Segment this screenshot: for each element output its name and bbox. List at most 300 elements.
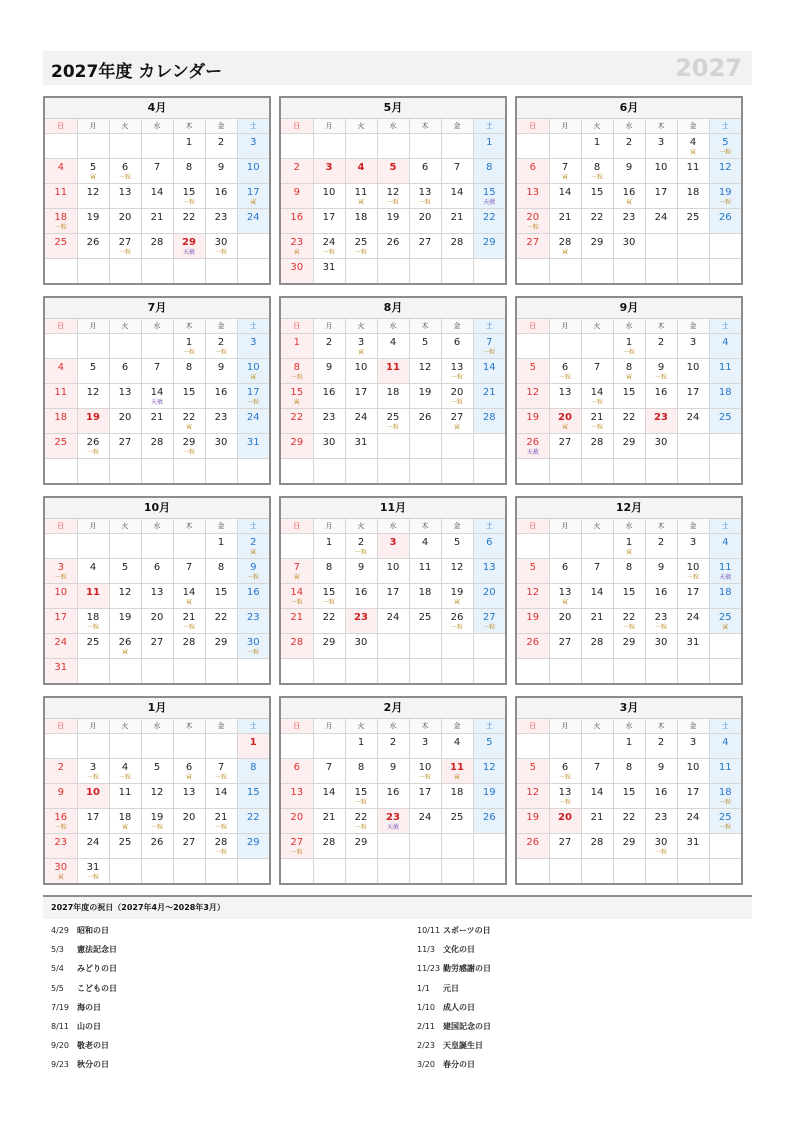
day-number: 10 <box>686 562 700 573</box>
month-block <box>515 296 743 485</box>
day-cell <box>173 359 205 384</box>
lucky-day-tag: 寅 <box>625 374 632 381</box>
day-number: 6 <box>421 162 429 173</box>
day-cell <box>473 384 505 409</box>
empty-cell <box>409 134 441 159</box>
day-number: 30 <box>654 837 668 848</box>
day-number: 7 <box>593 762 601 773</box>
day-cell <box>345 159 377 184</box>
day-cell <box>613 184 645 209</box>
empty-cell <box>549 259 581 284</box>
day-cell <box>441 234 473 259</box>
weekday-header: 土 <box>237 319 269 334</box>
day-number: 12 <box>526 587 540 598</box>
lucky-day-tag: 寅 <box>357 199 364 206</box>
lucky-day-tag: 一粒 <box>214 774 227 781</box>
day-number: 8 <box>293 362 300 373</box>
day-cell <box>613 409 645 434</box>
empty-cell <box>77 734 109 759</box>
day-number: 26 <box>482 812 496 823</box>
day-number: 19 <box>386 212 400 223</box>
day-cell <box>313 209 345 234</box>
empty-cell <box>677 434 709 459</box>
day-cell <box>473 559 505 584</box>
day-cell <box>517 409 549 434</box>
day-cell <box>441 209 473 234</box>
day-number: 26 <box>118 637 132 648</box>
day-cell <box>645 534 677 559</box>
day-cell <box>345 209 377 234</box>
day-cell <box>205 584 237 609</box>
day-cell <box>141 809 173 834</box>
day-cell <box>409 184 441 209</box>
empty-cell <box>409 634 441 659</box>
day-cell <box>709 134 741 159</box>
day-cell <box>109 559 141 584</box>
day-cell <box>613 159 645 184</box>
weekday-header: 金 <box>677 519 709 534</box>
empty-cell <box>409 459 441 484</box>
day-cell <box>517 434 549 459</box>
empty-cell <box>709 659 741 684</box>
day-number: 22 <box>290 412 304 423</box>
day-cell <box>377 184 409 209</box>
day-cell <box>645 209 677 234</box>
empty-cell <box>205 859 237 884</box>
day-cell <box>645 434 677 459</box>
day-number: 16 <box>246 587 260 598</box>
day-cell <box>345 184 377 209</box>
day-cell <box>581 434 613 459</box>
day-cell <box>45 609 77 634</box>
lucky-day-tag: 天赦 <box>150 399 163 406</box>
month-grid <box>281 119 505 283</box>
day-number: 14 <box>482 362 496 373</box>
day-number: 13 <box>182 787 196 798</box>
day-number: 6 <box>453 337 461 348</box>
empty-cell <box>409 859 441 884</box>
day-cell <box>313 384 345 409</box>
lucky-day-tag: 一粒 <box>719 799 732 806</box>
day-cell <box>173 409 205 434</box>
weekday-header: 日 <box>281 719 313 734</box>
empty-cell <box>517 534 549 559</box>
day-number: 13 <box>450 362 464 373</box>
day-cell <box>677 609 709 634</box>
day-cell <box>237 584 269 609</box>
day-cell <box>613 534 645 559</box>
page-title: 2027年度 カレンダー <box>51 62 223 82</box>
lucky-day-tag: 一粒 <box>418 199 431 206</box>
day-number: 8 <box>185 362 193 373</box>
day-number: 14 <box>150 387 164 398</box>
day-number: 22 <box>622 412 636 423</box>
day-cell <box>645 809 677 834</box>
day-cell <box>109 359 141 384</box>
day-number: 5 <box>529 362 536 373</box>
day-number: 15 <box>590 187 604 198</box>
weekday-header: 土 <box>473 719 505 734</box>
day-cell <box>473 609 505 634</box>
weekday-header: 月 <box>313 719 345 734</box>
empty-cell <box>141 859 173 884</box>
day-number: 6 <box>153 562 161 573</box>
day-cell <box>473 809 505 834</box>
day-cell <box>645 759 677 784</box>
day-number: 2 <box>325 337 333 348</box>
day-cell <box>237 784 269 809</box>
weekday-header: 日 <box>281 119 313 134</box>
day-number: 10 <box>322 187 336 198</box>
day-number: 10 <box>354 362 368 373</box>
empty-cell <box>45 334 77 359</box>
day-number: 8 <box>250 762 257 773</box>
day-cell <box>677 559 709 584</box>
holiday-date: 5/3 <box>51 945 64 955</box>
day-cell <box>109 584 141 609</box>
day-number: 21 <box>322 812 336 823</box>
day-number: 11 <box>86 587 100 598</box>
day-number: 31 <box>246 437 260 448</box>
month-title: 8月 <box>281 298 505 319</box>
empty-cell <box>409 434 441 459</box>
lucky-day-tag: 一粒 <box>719 824 732 831</box>
day-number: 19 <box>450 587 464 598</box>
holiday-date: 1/1 <box>417 983 430 993</box>
day-number: 4 <box>421 537 429 548</box>
empty-cell <box>549 859 581 884</box>
day-cell <box>77 584 109 609</box>
day-cell <box>141 209 173 234</box>
lucky-day-tag: 寅 <box>250 374 257 381</box>
holiday-list <box>43 895 752 1070</box>
day-cell <box>281 759 313 784</box>
day-cell <box>77 409 109 434</box>
day-cell <box>205 559 237 584</box>
lucky-day-tag: 寅 <box>453 424 460 431</box>
day-cell <box>441 334 473 359</box>
day-cell <box>345 359 377 384</box>
day-cell <box>313 534 345 559</box>
day-number: 31 <box>686 837 700 848</box>
day-cell <box>581 634 613 659</box>
day-number: 19 <box>86 212 100 223</box>
day-number: 29 <box>622 637 636 648</box>
day-cell <box>581 409 613 434</box>
day-number: 29 <box>246 837 260 848</box>
day-number: 21 <box>590 612 604 623</box>
day-number: 3 <box>250 137 257 148</box>
day-cell <box>45 784 77 809</box>
day-cell <box>645 734 677 759</box>
day-number: 3 <box>250 337 257 348</box>
day-cell <box>109 209 141 234</box>
day-cell <box>45 234 77 259</box>
weekday-header: 金 <box>441 519 473 534</box>
empty-cell <box>345 859 377 884</box>
lucky-day-tag: 一粒 <box>214 249 227 256</box>
day-cell <box>549 834 581 859</box>
day-cell <box>281 384 313 409</box>
day-cell <box>313 184 345 209</box>
day-number: 5 <box>486 737 493 748</box>
day-number: 15 <box>622 387 636 398</box>
day-number: 28 <box>558 237 572 248</box>
holiday-item <box>51 983 381 1002</box>
day-number: 23 <box>214 212 228 223</box>
day-cell <box>549 434 581 459</box>
day-number: 14 <box>558 187 572 198</box>
day-cell <box>313 609 345 634</box>
lucky-day-tag: 寅 <box>625 199 632 206</box>
day-number: 8 <box>625 762 633 773</box>
day-cell <box>549 634 581 659</box>
day-cell <box>377 234 409 259</box>
day-number: 21 <box>590 412 604 423</box>
day-cell <box>473 134 505 159</box>
weekday-header: 月 <box>77 119 109 134</box>
day-cell <box>709 384 741 409</box>
weekday-header: 金 <box>677 719 709 734</box>
day-cell <box>237 559 269 584</box>
day-number: 18 <box>718 787 732 798</box>
day-number: 11 <box>450 762 464 773</box>
day-cell <box>345 634 377 659</box>
day-number: 19 <box>718 187 732 198</box>
day-cell <box>205 609 237 634</box>
weekday-header: 木 <box>645 319 677 334</box>
weekday-header: 金 <box>441 119 473 134</box>
weekday-header: 木 <box>409 119 441 134</box>
day-number: 7 <box>561 162 569 173</box>
weekday-header: 土 <box>473 319 505 334</box>
lucky-day-tag: 天赦 <box>719 574 732 581</box>
empty-cell <box>677 859 709 884</box>
day-cell <box>677 159 709 184</box>
empty-cell <box>409 659 441 684</box>
empty-cell <box>645 259 677 284</box>
weekday-header: 日 <box>517 519 549 534</box>
day-cell <box>237 409 269 434</box>
day-number: 17 <box>686 587 700 598</box>
weekday-header: 月 <box>313 519 345 534</box>
empty-cell <box>45 134 77 159</box>
day-number: 6 <box>561 562 569 573</box>
lucky-day-tag: 一粒 <box>54 824 67 831</box>
day-number: 14 <box>150 187 164 198</box>
lucky-day-tag: 一粒 <box>483 349 496 356</box>
day-number: 4 <box>357 162 365 173</box>
day-number: 12 <box>450 562 464 573</box>
empty-cell <box>77 259 109 284</box>
day-cell <box>709 359 741 384</box>
day-cell <box>45 584 77 609</box>
day-cell <box>581 759 613 784</box>
day-cell <box>677 834 709 859</box>
holiday-name: みどりの日 <box>77 964 117 974</box>
day-cell <box>173 634 205 659</box>
day-number: 29 <box>622 437 636 448</box>
day-cell <box>645 584 677 609</box>
day-number: 14 <box>590 787 604 798</box>
day-cell <box>173 134 205 159</box>
day-cell <box>205 159 237 184</box>
empty-cell <box>517 334 549 359</box>
day-number: 24 <box>246 212 260 223</box>
day-number: 24 <box>54 637 68 648</box>
weekday-header: 土 <box>709 519 741 534</box>
empty-cell <box>141 259 173 284</box>
empty-cell <box>709 634 741 659</box>
empty-cell <box>441 859 473 884</box>
day-number: 24 <box>322 237 336 248</box>
day-cell <box>473 734 505 759</box>
month-block <box>43 496 271 685</box>
lucky-day-tag: 一粒 <box>526 224 539 231</box>
day-number: 14 <box>590 587 604 598</box>
day-cell <box>237 384 269 409</box>
day-cell <box>613 359 645 384</box>
day-cell <box>517 609 549 634</box>
day-cell <box>549 159 581 184</box>
day-number: 28 <box>182 637 196 648</box>
lucky-day-tag: 寅 <box>57 874 64 881</box>
day-number: 12 <box>526 787 540 798</box>
day-cell <box>173 784 205 809</box>
day-cell <box>281 359 313 384</box>
month-block <box>279 496 507 685</box>
day-cell <box>581 209 613 234</box>
weekday-header: 月 <box>77 319 109 334</box>
weekday-header: 土 <box>473 519 505 534</box>
day-cell <box>77 859 109 884</box>
holiday-name: 天皇誕生日 <box>443 1041 483 1051</box>
day-number: 3 <box>325 162 333 173</box>
day-cell <box>473 334 505 359</box>
day-number: 1 <box>357 737 365 748</box>
holiday-item <box>51 963 381 982</box>
day-cell <box>581 559 613 584</box>
day-number: 15 <box>214 587 228 598</box>
day-number: 20 <box>150 612 164 623</box>
day-cell <box>345 759 377 784</box>
day-number: 8 <box>486 162 493 173</box>
day-number: 7 <box>453 162 461 173</box>
day-cell <box>613 134 645 159</box>
weekday-header: 水 <box>377 519 409 534</box>
weekday-header: 火 <box>581 719 613 734</box>
day-number: 8 <box>625 562 633 573</box>
weekday-header: 木 <box>409 719 441 734</box>
lucky-day-tag: 寅 <box>185 774 192 781</box>
lucky-day-tag: 一粒 <box>590 174 603 181</box>
day-number: 5 <box>89 162 97 173</box>
day-cell <box>517 359 549 384</box>
day-number: 3 <box>657 137 665 148</box>
day-number: 10 <box>686 762 700 773</box>
day-number: 1 <box>486 137 493 148</box>
day-number: 26 <box>526 837 540 848</box>
day-cell <box>281 334 313 359</box>
day-number: 17 <box>86 812 100 823</box>
day-cell <box>441 184 473 209</box>
empty-cell <box>473 259 505 284</box>
empty-cell <box>473 659 505 684</box>
empty-cell <box>109 334 141 359</box>
day-cell <box>441 559 473 584</box>
day-cell <box>677 809 709 834</box>
day-number: 2 <box>389 737 397 748</box>
day-cell <box>141 609 173 634</box>
day-number: 2 <box>657 537 665 548</box>
weekday-header: 土 <box>237 719 269 734</box>
empty-cell <box>77 459 109 484</box>
day-cell <box>409 609 441 634</box>
weekday-header: 土 <box>709 119 741 134</box>
day-cell <box>709 534 741 559</box>
day-number: 11 <box>718 362 732 373</box>
empty-cell <box>677 259 709 284</box>
day-cell <box>409 734 441 759</box>
empty-cell <box>441 459 473 484</box>
holiday-date: 1/10 <box>417 1002 435 1012</box>
day-cell <box>377 584 409 609</box>
day-number: 21 <box>150 412 164 423</box>
month-title: 12月 <box>517 498 741 519</box>
day-cell <box>237 159 269 184</box>
lucky-day-tag: 寅 <box>250 199 257 206</box>
day-number: 25 <box>118 837 132 848</box>
weekday-header: 金 <box>205 319 237 334</box>
day-cell <box>581 134 613 159</box>
day-cell <box>237 534 269 559</box>
day-number: 22 <box>622 612 636 623</box>
day-number: 5 <box>529 562 536 573</box>
day-number: 15 <box>354 787 368 798</box>
day-number: 7 <box>486 337 493 348</box>
day-number: 12 <box>150 787 164 798</box>
holiday-date: 5/4 <box>51 964 64 974</box>
weekday-header: 金 <box>205 719 237 734</box>
lucky-day-tag: 一粒 <box>450 374 463 381</box>
day-cell <box>45 634 77 659</box>
lucky-day-tag: 寅 <box>121 649 128 656</box>
day-cell <box>345 809 377 834</box>
day-number: 4 <box>121 762 129 773</box>
day-cell <box>517 784 549 809</box>
day-cell <box>237 434 269 459</box>
month-title: 7月 <box>45 298 269 319</box>
day-cell <box>645 634 677 659</box>
lucky-day-tag: 一粒 <box>719 199 732 206</box>
month-grid <box>517 519 741 683</box>
day-number: 25 <box>686 212 700 223</box>
empty-cell <box>109 659 141 684</box>
empty-cell <box>281 859 313 884</box>
day-number: 10 <box>246 362 260 373</box>
day-cell <box>549 584 581 609</box>
holiday-item <box>417 1040 747 1059</box>
day-cell <box>377 809 409 834</box>
day-number: 1 <box>185 137 193 148</box>
lucky-day-tag: 一粒 <box>558 799 571 806</box>
day-cell <box>173 234 205 259</box>
day-number: 28 <box>482 412 496 423</box>
day-number: 31 <box>322 262 336 273</box>
day-cell <box>709 609 741 634</box>
day-cell <box>645 784 677 809</box>
day-number: 25 <box>54 237 68 248</box>
